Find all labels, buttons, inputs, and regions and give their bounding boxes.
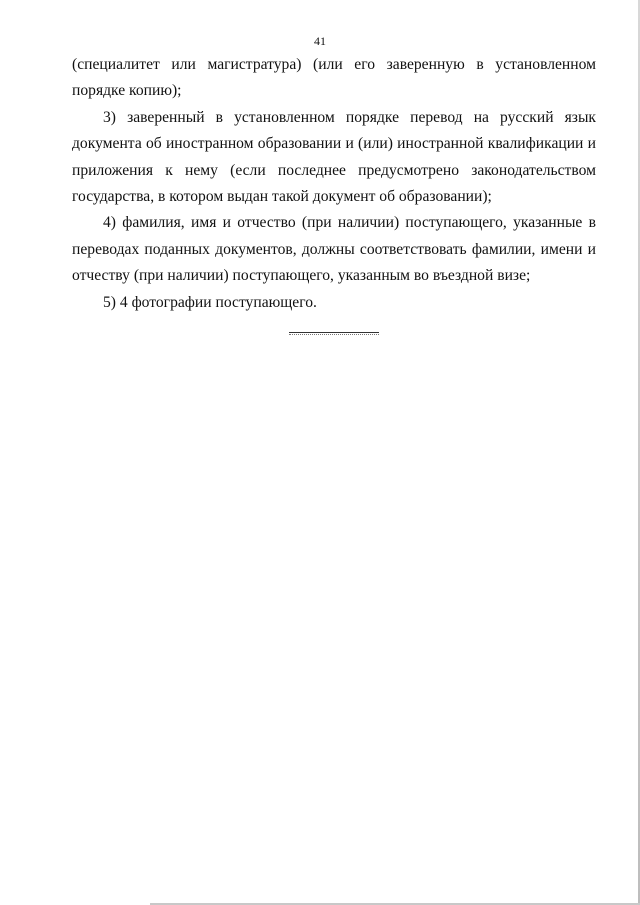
- page-number: 41: [314, 34, 326, 48]
- closing-rule: [289, 332, 379, 333]
- paragraph-item-4: 4) фамилия, имя и отчество (при наличии) поступающего, указанные в переводах поданных документов, должны соответствовать фамилии, имени и отчеству (при наличии) поступающего, указанным во въездной визе;: [72, 214, 596, 285]
- paragraph-continuation: (специалитет или магистратура) (или его заверенную в установленном порядке копию);: [72, 56, 596, 100]
- paragraph-item-5: 5) 4 фотографии поступающего.: [103, 293, 317, 311]
- paragraph-item-3: 3) заверенный в установленном порядке перевод на русский язык документа об иностранном образовании и (или) иностранной квалификации и приложения к нему (если последнее предусмотрено законодательством государства, в котором выдан такой документ об образовании);: [72, 108, 596, 206]
- document-body: [72, 52, 596, 316]
